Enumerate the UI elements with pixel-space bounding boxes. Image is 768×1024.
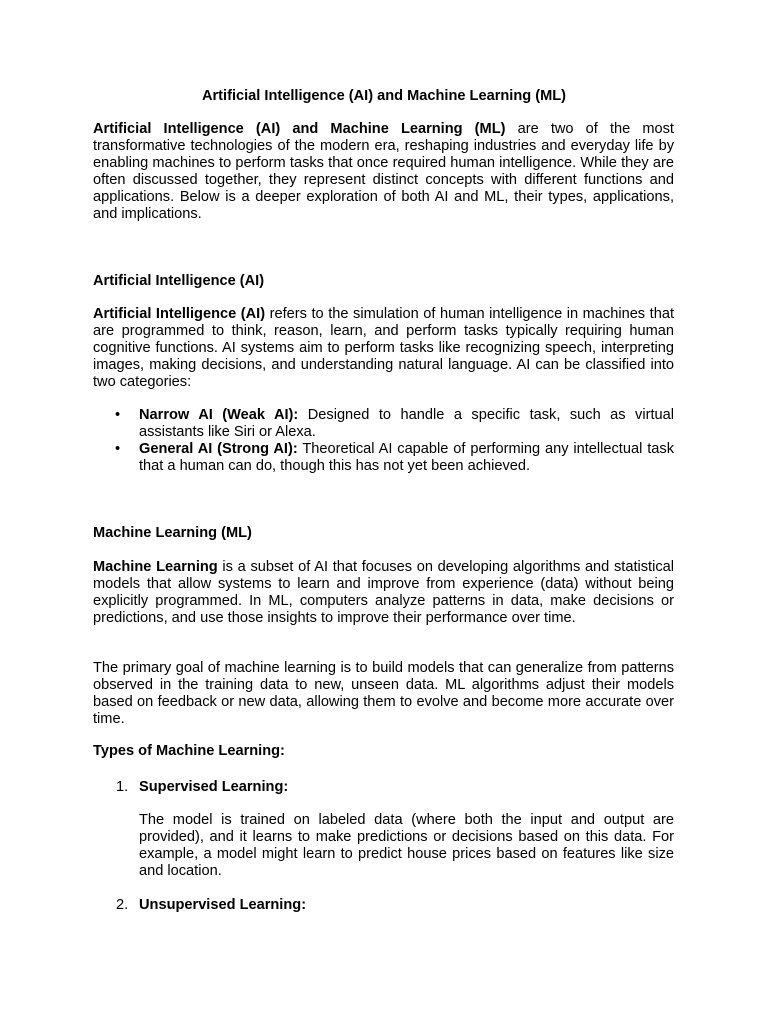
ml-lead: Machine Learning bbox=[93, 559, 218, 575]
document-title: Artificial Intelligence (AI) and Machine Learning (ML) bbox=[201, 88, 567, 104]
bullet-general-ai bbox=[139, 441, 674, 475]
intro-lead: Artificial Intelligence (AI) and Machine Learning (ML) bbox=[93, 121, 506, 137]
ai-heading: Artificial Intelligence (AI) bbox=[93, 273, 265, 289]
type-unsupervised-label: Unsupervised Learning: bbox=[139, 897, 307, 913]
ai-lead: Artificial Intelligence (AI) bbox=[93, 306, 266, 322]
bullet-term: General AI (Strong AI): bbox=[139, 441, 298, 457]
bullet-narrow-ai bbox=[139, 407, 674, 441]
list-number: 2. bbox=[116, 897, 129, 913]
intro-paragraph bbox=[93, 121, 674, 222]
list-number: 1. bbox=[116, 779, 129, 795]
ml-paragraph-2: The primary goal of machine learning is to build models that can generalize from patterns observed in the training data to new, unseen data. ML algorithms adjust their models based on feedback or new data, allowing them to evolve and become more accurate over time. bbox=[93, 660, 674, 727]
type-supervised-label: Supervised Learning: bbox=[139, 779, 289, 795]
type-supervised-text: The model is trained on labeled data (where both the input and output are provided), and it learns to make predictions or decisions based on this data. For example, a model might learn to predict house prices based on features like size and location. bbox=[139, 812, 674, 879]
ml-heading: Machine Learning (ML) bbox=[93, 525, 252, 541]
types-heading: Types of Machine Learning: bbox=[93, 743, 285, 759]
bullet-marker: • bbox=[115, 407, 121, 423]
bullet-marker: • bbox=[115, 441, 121, 457]
ai-text: refers to the simulation of human intelligence in machines that are programmed to think, reason, learn, and perform tasks typically requiring human cognitive functions. AI systems aim to perform tasks like recognizing speech, interpreting images, making decisions, and understanding natural language. AI can be classified into two categories: bbox=[93, 306, 674, 390]
ml-text: is a subset of AI that focuses on developing algorithms and statistical models that allow systems to learn and improve from experience (data) without being explicitly programmed. In ML, computers analyze patterns in data, make decisions or predictions, and use those insights to improve their performance over time. bbox=[93, 559, 674, 626]
bullet-term: Narrow AI (Weak AI): bbox=[139, 407, 299, 423]
bullet-text: Designed to handle a specific task, such as virtual assistants like Siri or Alexa. bbox=[139, 407, 674, 440]
ai-paragraph bbox=[93, 306, 674, 391]
bullet-text: Theoretical AI capable of performing any intellectual task that a human can do, though this has not yet been achieved. bbox=[139, 441, 674, 474]
ml-paragraph bbox=[93, 559, 674, 627]
intro-text: are two of the most transformative technologies of the modern era, reshaping industries and everyday life by enabling machines to perform tasks that once required human intelligence. While they are often discussed together, they represent distinct concepts with different functions and applications. Below is a deeper exploration of both AI and ML, their types, applications, and implications. bbox=[93, 121, 674, 222]
